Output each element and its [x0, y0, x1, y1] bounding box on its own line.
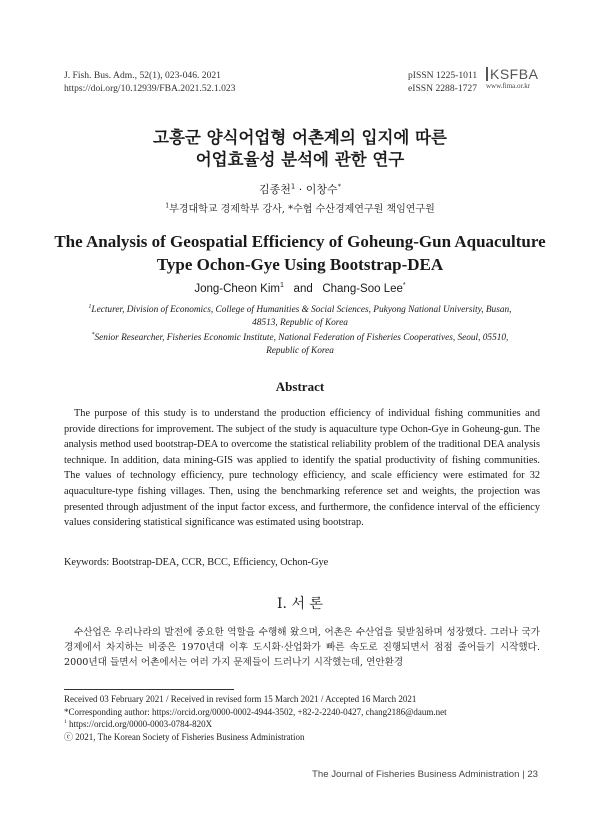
abstract-heading: Abstract	[275, 379, 325, 394]
keywords: Keywords: Bootstrap-DEA, CCR, BCC, Efficiency, Ochon-Gye	[64, 557, 329, 568]
english-affil-2-line1: Senior Researcher, Fisheries Economic Institute, National Federation of Fisheries Cooperatives, Seoul, 05510,	[94, 333, 509, 343]
logo-bar-icon	[486, 67, 488, 81]
website-link[interactable]: www.fima.or.kr	[486, 82, 531, 90]
abstract-text: The purpose of this study is to understand the production efficiency of individual fishing communities and provide directions for improvement. The subject of the study is aquaculture type Ochon-Gye in Goheung-gun. The analysis method used bootstrap-DEA to overcome the statistical reliability problem of the traditional DEA analysis technique. In addition, data mining-GIS was applied to identify the spatial productivity of fishing communities. The values of technology efficiency, pure technology efficiency, and scale efficiency were estimated for 32 aquaculture-type fishing villages. Then, using the benchmarking reference set and weights, the projection was presented through adjustment of the input factor excess, and furthermore, the confidence interval of the efficiency values considering statistical significance was estimated using bootstrap.	[64, 408, 540, 529]
page-number: 23	[527, 769, 538, 780]
english-title-line2: Type Ochon-Gye Using Bootstrap-DEA	[156, 255, 444, 274]
english-author-1-mark: 1	[279, 281, 284, 290]
footnotes	[64, 693, 544, 743]
orcid-mark: 1	[64, 719, 67, 726]
introduction-text: 수산업은 우리나라의 발전에 중요한 역할을 수행해 왔으며, 어촌은 수산업을 뒷받침하며 성장했다. 그러나 국가경제에서 차지하는 비중은 1970년대 이후 도시화·산업화가 빠른 속도로 진행되면서 점점 줄어들기 시작했다. 2000년대 들면서 어촌에서는 여러 가지 문제들이 드러나기 시작했는데, 연안환경	[64, 627, 540, 669]
english-affiliation-2	[60, 332, 540, 357]
english-author-1: Jong-Cheon Kim	[194, 283, 280, 295]
korean-affiliation-mark: 1	[165, 202, 170, 210]
english-and: and	[293, 283, 313, 295]
issn-block	[408, 69, 477, 95]
korean-author-1: 김종천	[258, 183, 291, 196]
section-heading: Ⅰ. 서 론	[277, 596, 323, 612]
pissn: pISSN 1225-1011	[408, 70, 478, 81]
korean-title	[0, 127, 600, 171]
doi-link[interactable]: https://doi.org/10.12939/FBA.2021.52.1.023	[64, 83, 236, 94]
journal-header-left	[64, 69, 235, 95]
english-title-line1: The Analysis of Geospatial Efficiency of Goheung-Gun Aquaculture	[54, 232, 546, 251]
english-affil-2-line2: Republic of Korea	[266, 345, 334, 356]
footer-journal-name: The Journal of Fisheries Business Administration	[312, 769, 520, 780]
english-affil-1-line1: Lecturer, Division of Economics, College of Humanities & Social Sciences, Pukyong National University, Busan,	[91, 305, 512, 315]
english-title	[0, 230, 600, 276]
korean-author-2-mark: *	[337, 182, 342, 191]
footnote-divider	[64, 689, 234, 690]
korean-affiliation-text: 부경대학교 경제학부 강사, *수협 수산경제연구원 책임연구원	[169, 204, 435, 215]
english-affil-2-mark: *	[91, 331, 95, 338]
journal-citation: J. Fish. Bus. Adm., 52(1), 023-046. 2021	[64, 70, 221, 81]
eissn: eISSN 2288-1727	[408, 83, 478, 94]
korean-title-line1: 고흥군 양식어업형 어촌계의 입지에 따른	[153, 128, 447, 147]
page-footer	[312, 769, 538, 780]
english-author-2-mark: *	[402, 281, 406, 290]
english-affiliation-1	[60, 304, 540, 329]
author-separator: ·	[295, 183, 306, 196]
english-author-2: Chang-Soo Lee	[322, 283, 403, 295]
korean-author-2: 이창수	[305, 183, 338, 196]
received-dates: Received 03 February 2021 / Received in revised form 15 March 2021 / Accepted 16 March 2021	[64, 694, 417, 704]
korean-author-1-mark: 1	[290, 182, 296, 191]
english-affil-1-mark: 1	[88, 303, 92, 310]
korean-affiliation	[0, 200, 600, 215]
korean-title-line2: 어업효율성 분석에 관한 연구	[195, 150, 405, 169]
english-affil-1-line2: 48513, Republic of Korea	[252, 317, 348, 328]
orcid-link[interactable]: https://orcid.org/0000-0003-0784-820X	[66, 719, 213, 730]
logo-text: KSFBA	[490, 66, 539, 82]
logo-mark	[486, 66, 546, 82]
footer-divider: |	[522, 769, 525, 780]
korean-authors	[0, 181, 600, 197]
ksfba-logo	[486, 66, 546, 90]
corresponding-author: *Corresponding author: https://orcid.org/0000-0002-4944-3502, +82-2-2240-0427, chang2186@daum.net	[64, 706, 447, 717]
english-authors	[0, 283, 600, 295]
orcid-line	[64, 718, 544, 731]
copyright: ⓒ 2021, The Korean Society of Fisheries Business Administration	[64, 731, 305, 742]
